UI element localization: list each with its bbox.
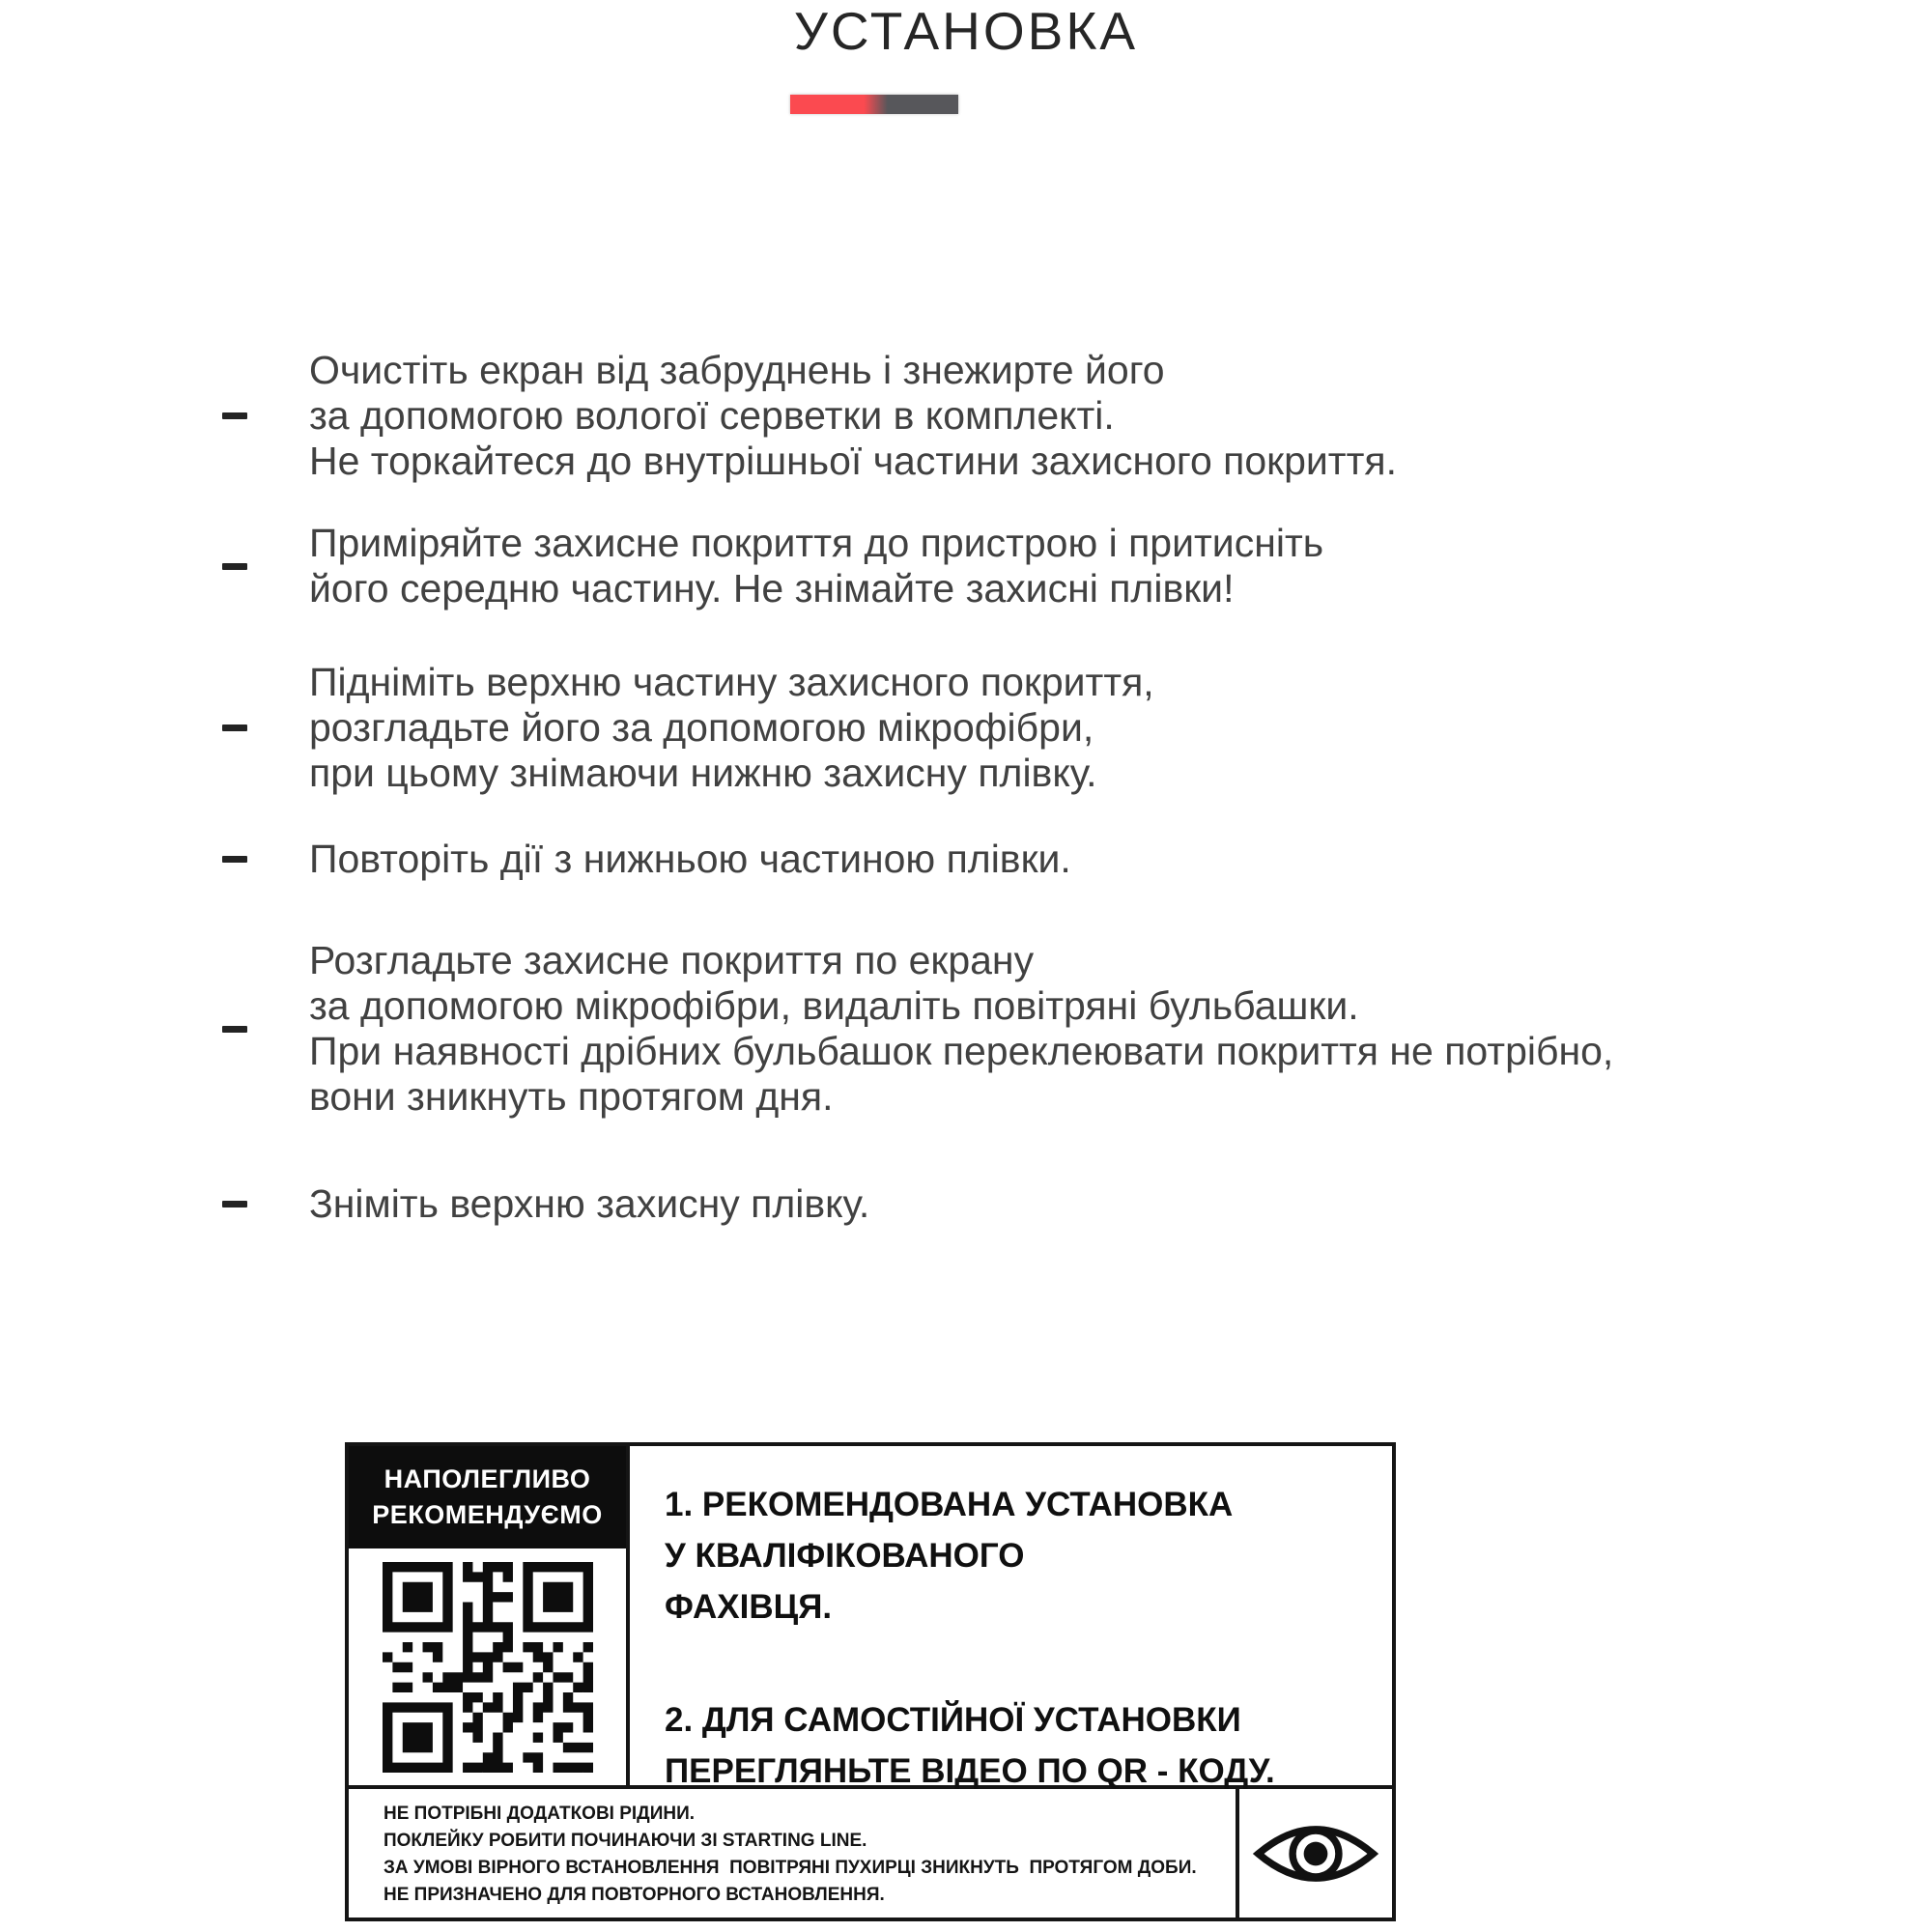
rec-line: У КВАЛІФІКОВАНОГО [665, 1537, 1025, 1575]
step-line: при цьому знімаючи нижню захисну плівку. [309, 751, 1097, 795]
eye-icon [1252, 1817, 1379, 1890]
step-line: Не торкайтеся до внутрішньої частини захисного покриття. [309, 439, 1397, 483]
dash-bullet [222, 856, 247, 863]
step-4 [222, 837, 1787, 882]
step-2 [222, 521, 1787, 611]
footnote-text [349, 1789, 1236, 1918]
step-line: за допомогою вологої серветки в комплекті. [309, 393, 1115, 438]
eye-icon-cell [1236, 1789, 1392, 1918]
strongly-recommend-header [349, 1446, 626, 1548]
step-line: Розгладьте захисне покриття по екрану [309, 938, 1035, 982]
step-3 [222, 660, 1787, 796]
header-line: НАПОЛЕГЛИВО [384, 1464, 591, 1493]
recommendation-item-1 [665, 1479, 1377, 1633]
qr-code-icon [383, 1562, 593, 1773]
title-divider-bar [790, 95, 958, 114]
footnote-line: ПОКЛЕЙКУ РОБИТИ ПОЧИНАЮЧИ ЗІ STARTING LINE. [384, 1831, 867, 1851]
qr-column [349, 1446, 630, 1785]
page-title: УСТАНОВКА [793, 1, 1139, 61]
step-line: Повторіть дії з нижньою частиною плівки. [309, 837, 1071, 881]
qr-code-area [349, 1548, 626, 1785]
step-line: Підніміть верхню частину захисного покриття, [309, 660, 1154, 704]
footnote-line: НЕ ПОТРІБНІ ДОДАТКОВІ РІДИНИ. [384, 1804, 696, 1824]
recommendation-item-2 [665, 1694, 1377, 1797]
step-line: його середню частину. Не знімайте захисні плівки! [309, 566, 1235, 611]
step-5 [222, 938, 1787, 1120]
dash-bullet [222, 724, 247, 731]
instruction-steps [222, 348, 1787, 1227]
rec-line: 2. ДЛЯ САМОСТІЙНОЇ УСТАНОВКИ [665, 1701, 1241, 1739]
header-line: РЕКОМЕНДУЄМО [372, 1500, 603, 1529]
dash-bullet [222, 1026, 247, 1033]
rec-line: ПЕРЕГЛЯНЬТЕ ВІДЕО ПО QR - КОДУ. [665, 1752, 1275, 1790]
dash-bullet [222, 1201, 247, 1208]
rec-line: 1. РЕКОМЕНДОВАНА УСТАНОВКА [665, 1486, 1234, 1523]
recommendation-box-footer [349, 1789, 1392, 1918]
recommendation-text-column [630, 1446, 1392, 1790]
rec-line: ФАХІВЦЯ. [665, 1588, 833, 1626]
dash-bullet [222, 412, 247, 419]
step-line: Приміряйте захисне покриття до пристрою і притисніть [309, 521, 1324, 565]
step-line: за допомогою мікрофібри, видаліть повітряні бульбашки. [309, 983, 1359, 1028]
step-line: При наявності дрібних бульбашок переклеювати покриття не потрібно, [309, 1029, 1614, 1073]
step-line: Очистіть екран від забруднень і знежирте його [309, 348, 1165, 392]
step-line: розгладьте його за допомогою мікрофібри, [309, 705, 1094, 750]
recommendation-box-top [349, 1446, 1392, 1789]
footnote-line: НЕ ПРИЗНАЧЕНО ДЛЯ ПОВТОРНОГО ВСТАНОВЛЕННЯ. [384, 1885, 885, 1905]
footnote-line: ЗА УМОВІ ВІРНОГО ВСТАНОВЛЕННЯ ПОВІТРЯНІ ПУХИРЦІ ЗНИКНУТЬ ПРОТЯГОМ ДОБИ. [384, 1858, 1197, 1878]
step-1 [222, 348, 1787, 484]
step-line: Зніміть верхню захисну плівку. [309, 1181, 870, 1226]
recommendation-box [345, 1442, 1396, 1921]
dash-bullet [222, 563, 247, 570]
step-line: вони зникнуть протягом дня. [309, 1074, 834, 1119]
step-6 [222, 1181, 1787, 1227]
